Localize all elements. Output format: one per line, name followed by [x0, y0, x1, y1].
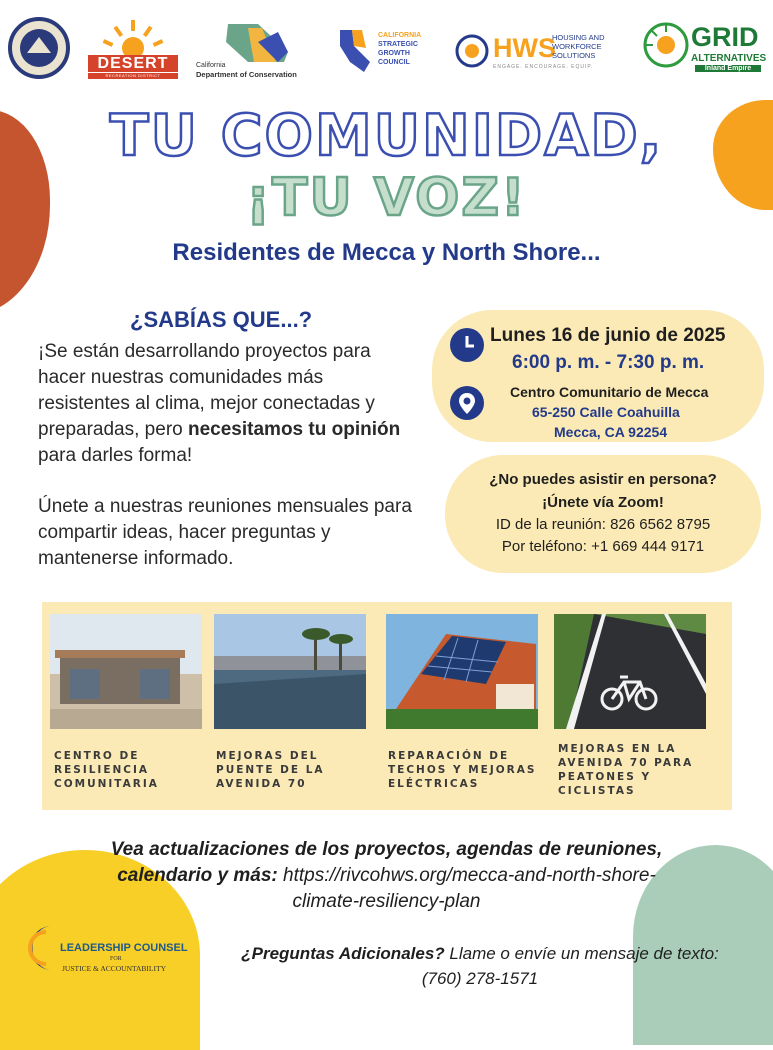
project-photo-bike-lane — [554, 614, 706, 729]
questions-bold: ¿Preguntas Adicionales? — [241, 944, 445, 963]
hws-logo-line1: HOUSING AND — [552, 33, 605, 42]
hws-logo-line2: WORKFORCE — [552, 42, 602, 51]
project-label-2: MEJORAS DEL PUENTE DE LA AVENIDA 70 — [216, 750, 325, 790]
intro-p1-end: para darles forma! — [38, 445, 193, 466]
grid-logo-line1: ALTERNATIVES — [691, 53, 767, 64]
logo-leadership-counsel — [22, 922, 212, 980]
logo-growth-council — [332, 28, 442, 78]
logo-hws — [455, 31, 625, 73]
zoom-line1: ¿No puedes asistir en persona? — [489, 471, 717, 488]
location-pin-icon — [450, 386, 484, 420]
meeting-date: Lunes 16 de junio de 2025 — [490, 325, 726, 346]
intro-paragraph-1 — [38, 339, 418, 469]
logo-grid-alternatives — [643, 22, 768, 80]
project-photo-roof — [386, 614, 538, 729]
project-photo-resilience-center — [50, 614, 202, 729]
zoom-info-box — [445, 455, 761, 573]
intro-heading: ¿SABÍAS QUE...? — [130, 307, 313, 332]
logo-dept-conservation — [196, 22, 300, 80]
growth-logo-line2: STRATEGIC — [378, 41, 418, 48]
growth-logo-line4: COUNCIL — [378, 59, 410, 66]
subtitle: Residentes de Mecca y North Shore... — [172, 239, 601, 266]
logo-desert-recreation — [88, 18, 178, 80]
meeting-info-box — [432, 310, 764, 442]
grid-logo-name: GRID — [691, 22, 759, 52]
grid-logo-line2: Inland Empire — [695, 65, 761, 72]
leadership-logo-line3: JUSTICE & ACCOUNTABILITY — [62, 964, 166, 973]
project-label-1: CENTRO DE RESILIENCIA COMUNITARIA — [54, 750, 159, 790]
growth-logo-line3: GROWTH — [378, 50, 410, 57]
meeting-venue: Centro Comunitario de Mecca — [510, 384, 709, 400]
intro-paragraph-2: Únete a nuestras reuniones mensuales para compartir ideas, hacer preguntas y mantenerse informado. — [38, 496, 412, 569]
title-line1: TU COMUNIDAD, — [109, 103, 664, 169]
desert-logo-sub: RECREATION DISTRICT — [88, 73, 178, 79]
conservation-logo-line1: California — [196, 62, 226, 69]
logo-county-seal — [8, 17, 70, 83]
updates-text — [0, 837, 773, 915]
project-photo-bridge — [214, 614, 366, 729]
hws-logo-tagline: ENGAGE. ENCOURAGE. EQUIP. — [493, 64, 594, 70]
intro-p1-bold: necesitamos tu opinión — [188, 419, 401, 440]
desert-logo-name: DESERT — [88, 55, 178, 72]
project-url[interactable]: https://rivcohws.org/mecca-and-north-shore-climate-resiliency-plan — [283, 865, 656, 912]
project-label-4: MEJORAS EN LA AVENIDA 70 PARA PEATONES Y CICLISTAS — [558, 743, 694, 797]
zoom-line2: ¡Únete vía Zoom! — [542, 494, 664, 511]
growth-logo-line1: CALIFORNIA — [378, 32, 422, 39]
clock-icon — [450, 328, 484, 362]
questions-text-body: Llame o envíe un mensaje de texto: — [449, 944, 719, 963]
conservation-logo-line2: Department of Conservation — [196, 70, 297, 79]
hws-logo-abbr: HWS — [493, 33, 556, 63]
project-label-3: REPARACIÓN DE TECHOS Y MEJORAS ELÉCTRICAS — [388, 750, 537, 790]
leadership-logo-line1: LEADERSHIP COUNSEL — [60, 942, 188, 954]
meeting-address-2: Mecca, CA 92254 — [554, 424, 668, 440]
meeting-time: 6:00 p. m. - 7:30 p. m. — [512, 352, 705, 373]
leadership-logo-line2: FOR — [110, 956, 122, 962]
contact-phone[interactable]: (760) 278-1571 — [421, 969, 539, 988]
meeting-address-1: 65-250 Calle Coahuilla — [532, 404, 680, 420]
hws-logo-line3: SOLUTIONS — [552, 51, 596, 60]
updates-bold: Vea actualizaciones de los proyectos, agendas de reuniones, calendario y más: — [110, 839, 663, 886]
zoom-phone: Por teléfono: +1 669 444 9171 — [501, 538, 705, 555]
zoom-meeting-id: ID de la reunión: 826 6562 8795 — [495, 516, 711, 533]
intro-p1-start: ¡Se están desarrollando proyectos para hacer nuestras comunidades más resistentes al clima, mejor conectadas y preparadas, pero — [38, 341, 375, 440]
title-line2: ¡TU VOZ! — [246, 168, 527, 228]
projects-strip — [42, 602, 732, 810]
questions-text — [215, 941, 745, 991]
